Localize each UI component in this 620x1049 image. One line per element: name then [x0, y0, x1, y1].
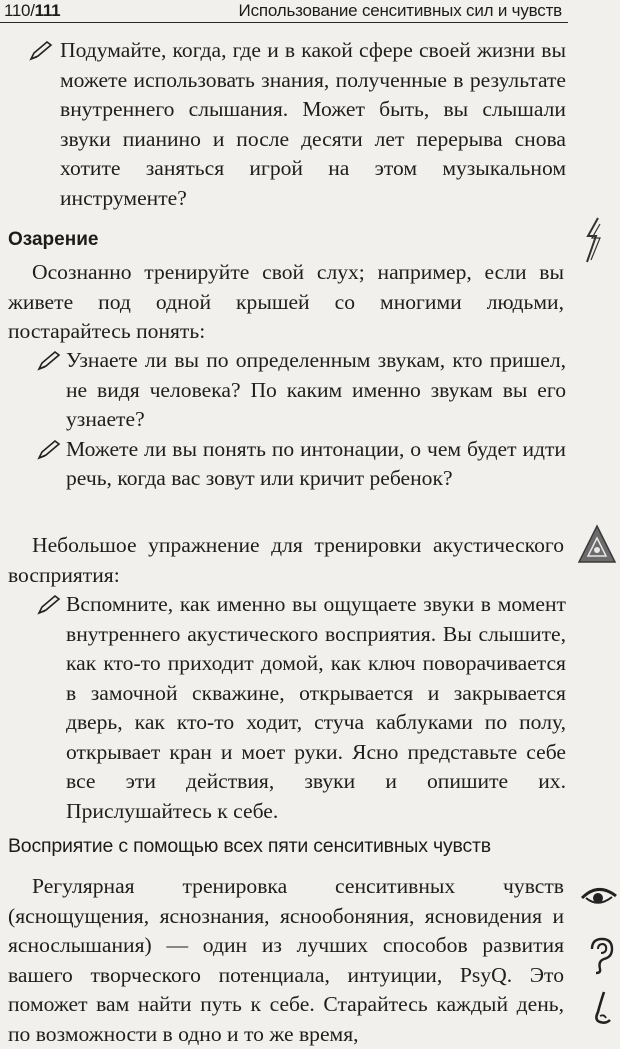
list-item-text: Узнаете ли вы по определенным звукам, кто пришел, не видя человека? По каким именно звукам вы его узнаете?: [66, 348, 566, 431]
section-title: Восприятие с помощью всех пяти сенситивных чувств: [8, 835, 491, 857]
ear-icon: [586, 937, 616, 975]
section-paragraph: Регулярная тренировка сенситивных чувств (яснощущения, яснознания, яснообоняния, ясновидения и яснослышания) — один из лучших способов развития вашего творческого потенциала, интуиции, PsyQ. Это поможет вам найти путь к себе. Старайтесь каждый день, по возможности в одно и то же время,: [8, 874, 564, 1046]
page-current: 110: [4, 1, 31, 20]
running-title: Использование сенситивных сил и чувств: [238, 1, 562, 20]
page-number: [4, 1, 60, 21]
list-item: [36, 346, 566, 435]
list-item-text: Можете ли вы понять по интонации, о чем будет идти речь, когда вас зовут или кричит ребенок?: [66, 436, 566, 490]
eye-icon: [580, 884, 618, 910]
insight-heading: Озарение: [8, 229, 99, 250]
list-item-text: Вспомните, как именно вы ощущаете звуки в момент внутреннего акустического восприятия. Вы слышите, как кто-то приходит домой, как ключ поворачивается в замочной скважине, открывается и закрывается дверь, как кто-то ходит, стуча каблуками по полу, открывает кран и моет руки. Ясно представьте себе все эти действия, звуки и опишите их. Прислушайтесь к себе.: [66, 592, 566, 823]
triangle-eye-icon: [577, 524, 617, 566]
list-top: [26, 36, 566, 213]
list-item: [26, 36, 566, 213]
lightning-icon: [582, 216, 608, 266]
running-header: [0, 0, 568, 23]
page-total: 111: [34, 1, 61, 20]
exercise-intro: Небольшое упражнение для тренировки акустического восприятия:: [8, 533, 564, 587]
page-separator: /: [30, 1, 35, 20]
pencil-icon: [28, 40, 54, 62]
insight-intro: Осознанно тренируйте свой слух; например, если вы живете под одной крышей со многими людьми, постарайтесь понять:: [8, 260, 564, 343]
pencil-icon: [36, 594, 62, 616]
insight-list: [36, 346, 566, 494]
list-item-text: Подумайте, когда, где и в какой сфере своей жизни вы можете использовать знания, полученные в результате внутреннего слышания. Может быть, вы слышали звуки пианино и после десяти лет перерыва снова хотите заняться игрой на этом музыкальном инструменте?: [60, 38, 566, 210]
pencil-icon: [36, 439, 62, 461]
list-item: [36, 435, 566, 494]
pencil-icon: [36, 350, 62, 372]
nose-icon: [590, 990, 616, 1030]
list-item: [36, 590, 566, 826]
exercise-list: [36, 590, 566, 826]
